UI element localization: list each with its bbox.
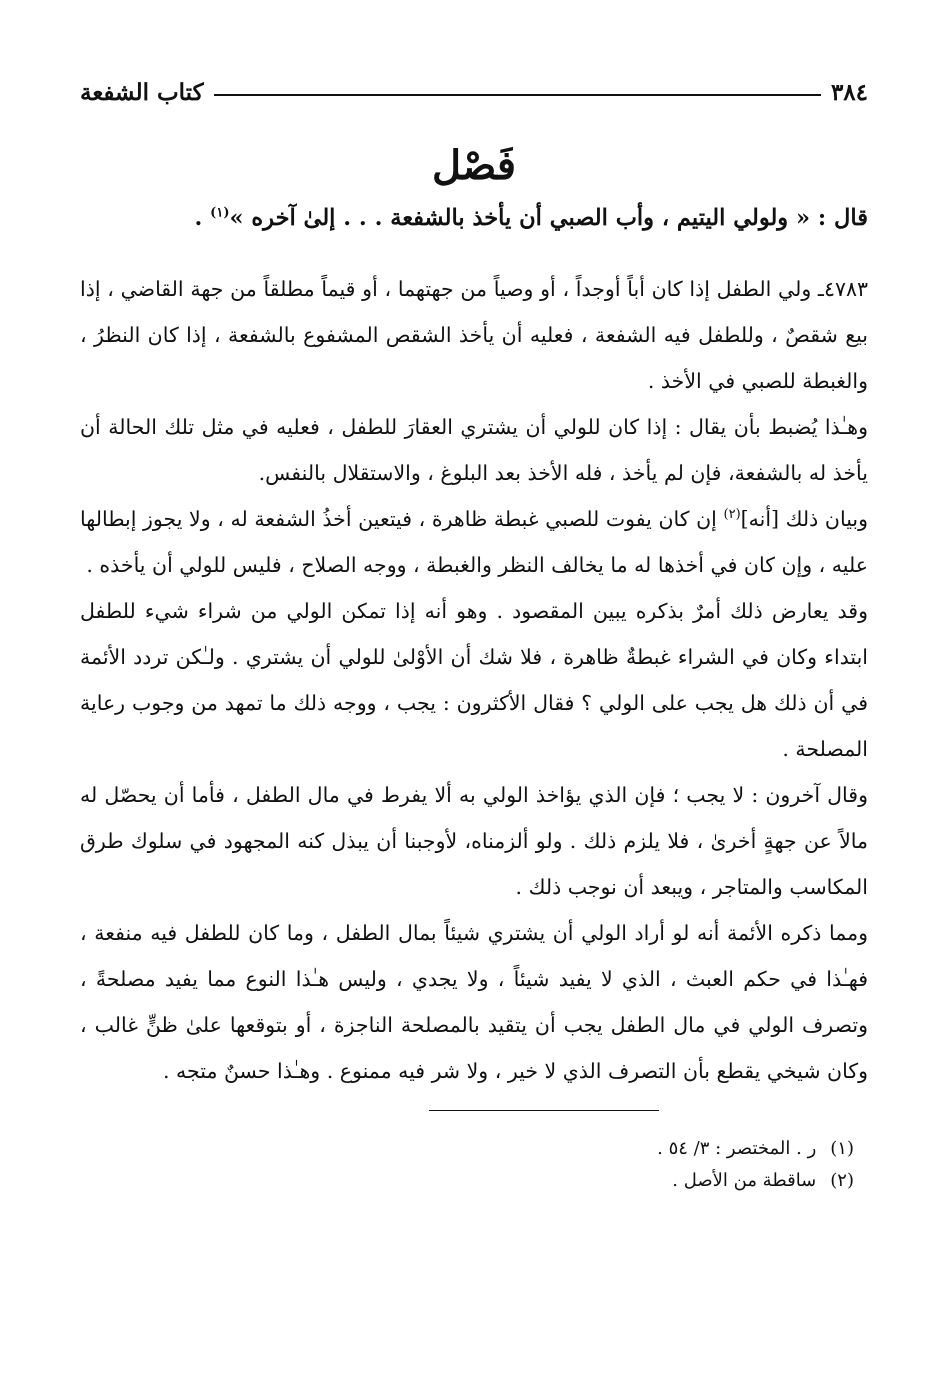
page-number: ٣٨٤ <box>830 78 868 106</box>
paragraph <box>80 496 868 588</box>
footnote-ref-1[interactable]: (١) <box>210 205 230 221</box>
section-heading <box>80 198 868 238</box>
running-head <box>80 70 868 114</box>
footnote-marker: (٢) <box>830 1170 854 1191</box>
paragraph-4783: ٤٧٨٣ـ ولي الطفل إذا كان أباً أوجداً ، أو وصياً من جهتهما ، أو قيماً مطلقاً من جهة القاضي ، إذا بيع شقصٌ ، وللطفل فيه الشفعة ، فعليه أن يأخذ الشقص المشفوع بالشفعة ، إذا كان النظرُ ، والغبطة للصبي في الأخذ . <box>80 277 868 393</box>
paragraph: وهـٰذا يُضبط بأن يقال : إذا كان للولي أن يشتري العقارَ للطفل ، فعليه في مثل تلك الحالة أن يأخذ له بالشفعة، فإن لم يأخذ ، فله الأخذ بعد البلوغ ، والاستقلال بالنفس. <box>80 415 868 485</box>
paragraph-text: وبيان ذلك [أنه] <box>740 507 868 531</box>
footnotes <box>80 1133 868 1197</box>
paragraph-text: إن كان يفوت للصبي غبطة ظاهرة ، فيتعين أخذُ الشفعة له ، ولا يجوز إبطالها عليه ، وإن كان في أخذها له ما يخالف النظر والغبطة ، ووجه الصلاح ، فليس للولي أن يأخذه . <box>80 507 868 577</box>
section-heading-end: . <box>194 205 211 231</box>
section-heading-text: قال : « ولولي اليتيم ، وأب الصبي أن يأخذ بالشفعة . . . إلىٰ آخره » <box>229 205 868 231</box>
section-ornament: فَصْل <box>431 142 517 189</box>
paragraph: وقد يعارض ذلك أمرٌ بذكره يبين المقصود . وهو أنه إذا تمكن الولي من شراء شيء للطفل ابتداء وكان في الشراء غبطةٌ ظاهرة ، فلا شك أن الأوْلىٰ للولي أن يشتري . ولـٰكن تردد الأئمة في أن ذلك هل يجب على الولي ؟ فقال الأكثرون : يجب ، ووجه ذلك ما تمهد من وجوب رعاية المصلحة . <box>80 599 868 761</box>
footnote-text: ساقطة من الأصل . <box>672 1170 817 1191</box>
paragraph: وقال آخرون : لا يجب ؛ فإن الذي يؤاخذ الولي به ألا يفرط في مال الطفل ، فأما أن يحصّل له مالاً عن جهةٍ أخرىٰ ، فلا يلزم ذلك . ولو ألزمناه، لأوجبنا أن يبذل كنه المجهود في سلوك طرق المكاسب والمتاجر ، ويبعد أن نوجب ذلك . <box>80 783 868 899</box>
footnote-marker: (١) <box>830 1138 854 1159</box>
paragraph: ومما ذكره الأئمة أنه لو أراد الولي أن يشتري شيئاً بمال الطفل ، وما كان للطفل فيه منفعة ، فهـٰذا في حكم العبث ، الذي لا يفيد شيئاً ، ولا يجدي ، وليس هـٰذا النوع مما يفيد مصلحةً ، وتصرف الولي في مال الطفل يجب أن يتقيد بالمصلحة الناجزة ، أو بتوقعها علىٰ ظنٍّ غالب ، وكان شيخي يقطع بأن التصرف الذي لا خير ، ولا شر فيه ممنوع . وهـٰذا حسنٌ متجه . <box>80 921 868 1083</box>
book-page <box>80 70 868 1349</box>
footnote-1 <box>80 1133 854 1165</box>
footnote-2 <box>80 1165 854 1197</box>
body-text <box>80 266 868 1094</box>
footnote-rule <box>429 1110 659 1111</box>
footnote-ref-2[interactable]: (٢) <box>723 507 741 523</box>
header-rule <box>214 94 821 96</box>
footnote-text: ر . المختصر : ٣/ ٥٤ . <box>657 1138 817 1159</box>
book-title: كتاب الشفعة <box>80 78 204 106</box>
